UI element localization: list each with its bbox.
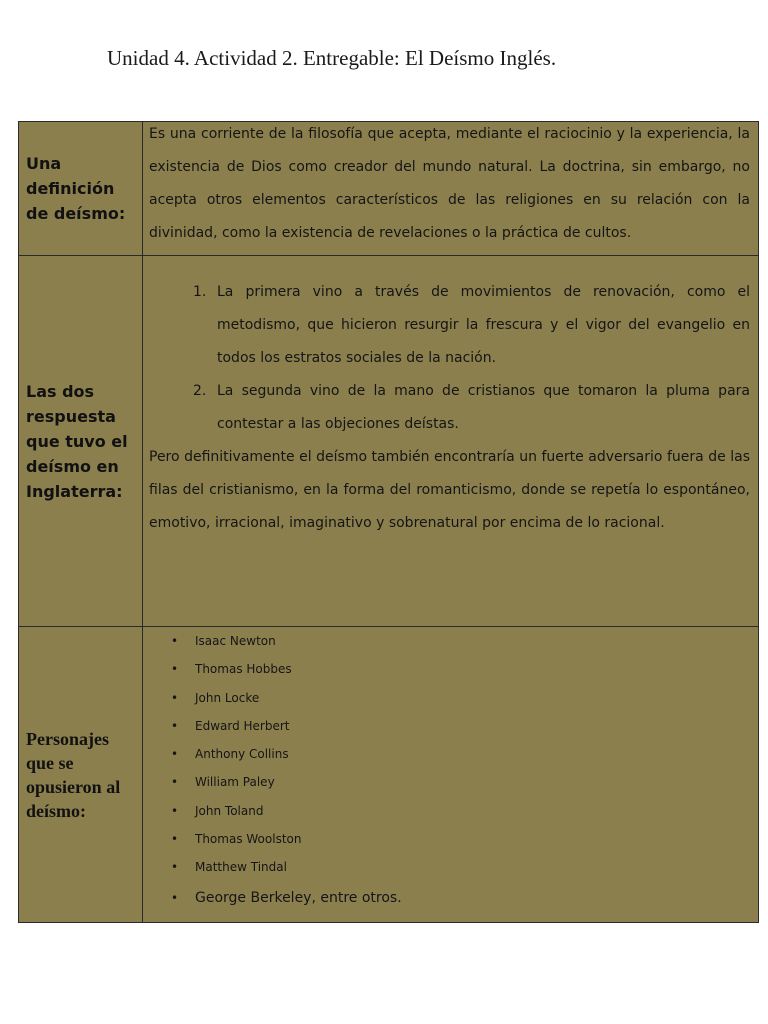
list-item-text: William Paley <box>195 775 275 790</box>
list-item-text: Anthony Collins <box>195 747 289 762</box>
list-item-text: George Berkeley, entre otros. <box>195 889 402 906</box>
row-label-figures: Personajes que se opusieron al deísmo: <box>19 627 143 923</box>
row-content-figures <box>143 627 759 923</box>
bullet-icon: • <box>171 718 179 733</box>
list-item <box>149 684 750 712</box>
row-label-responses: Las dos respuesta que tuvo el deísmo en Inglaterra: <box>19 256 143 627</box>
figures-bullet-list <box>149 627 750 914</box>
bullet-icon: • <box>171 860 179 875</box>
list-item <box>149 768 750 796</box>
row-content-responses <box>143 256 759 627</box>
bullet-icon: • <box>171 890 179 905</box>
table-row-responses <box>19 256 759 627</box>
list-item <box>149 740 750 768</box>
list-item <box>149 276 750 375</box>
responses-closing-paragraph: Pero definitivamente el deísmo también encontraría un fuerte adversario fuera de las filas del cristianismo, en la forma del romanticismo, donde se repetía lo espontáneo, emotivo, irracional, imaginativo y sobrenatural por encima de lo racional. <box>149 449 750 531</box>
list-item <box>149 825 750 853</box>
document-title: Unidad 4. Actividad 2. Entregable: El Deísmo Inglés. <box>107 46 557 70</box>
list-item <box>149 655 750 683</box>
list-item-number: 1. <box>193 284 207 300</box>
bullet-icon: • <box>171 775 179 790</box>
list-item <box>149 627 750 655</box>
table-row-definition <box>19 122 759 256</box>
list-item <box>149 882 750 914</box>
list-item-text: John Locke <box>195 690 260 705</box>
bullet-icon: • <box>171 832 179 847</box>
list-item-text: Isaac Newton <box>195 634 276 648</box>
content-table <box>18 121 759 923</box>
responses-numbered-list <box>149 276 750 441</box>
bullet-icon: • <box>171 803 179 818</box>
bullet-icon: • <box>171 690 179 705</box>
list-item <box>149 797 750 825</box>
bullet-icon: • <box>171 634 179 648</box>
list-item-text: Edward Herbert <box>195 718 290 733</box>
list-item <box>149 375 750 441</box>
list-item <box>149 712 750 740</box>
row-content-definition <box>143 122 759 256</box>
table-row-figures <box>19 627 759 923</box>
list-item-text: John Toland <box>195 803 264 818</box>
list-item-text: La primera vino a través de movimientos de renovación, como el metodismo, que hicieron resurgir la frescura y el vigor del evangelio en todos los estratos sociales de la nación. <box>217 284 750 366</box>
list-item <box>149 853 750 881</box>
bullet-icon: • <box>171 662 179 677</box>
list-item-text: Thomas Woolston <box>195 832 302 847</box>
definition-paragraph: Es una corriente de la filosofía que acepta, mediante el raciocinio y la experiencia, la existencia de Dios como creador del mundo natural. La doctrina, sin embargo, no acepta otros elementos característicos de las religiones en su relación con la divinidad, como la existencia de revelaciones o la práctica de cultos. <box>149 126 750 241</box>
list-item-number: 2. <box>193 383 207 399</box>
list-item-text: Matthew Tindal <box>195 860 287 875</box>
bullet-icon: • <box>171 747 179 762</box>
list-item-text: Thomas Hobbes <box>195 662 292 677</box>
list-item-text: La segunda vino de la mano de cristianos que tomaron la pluma para contestar a las objeciones deístas. <box>217 383 750 432</box>
row-label-definition: Una definición de deísmo: <box>19 122 143 256</box>
